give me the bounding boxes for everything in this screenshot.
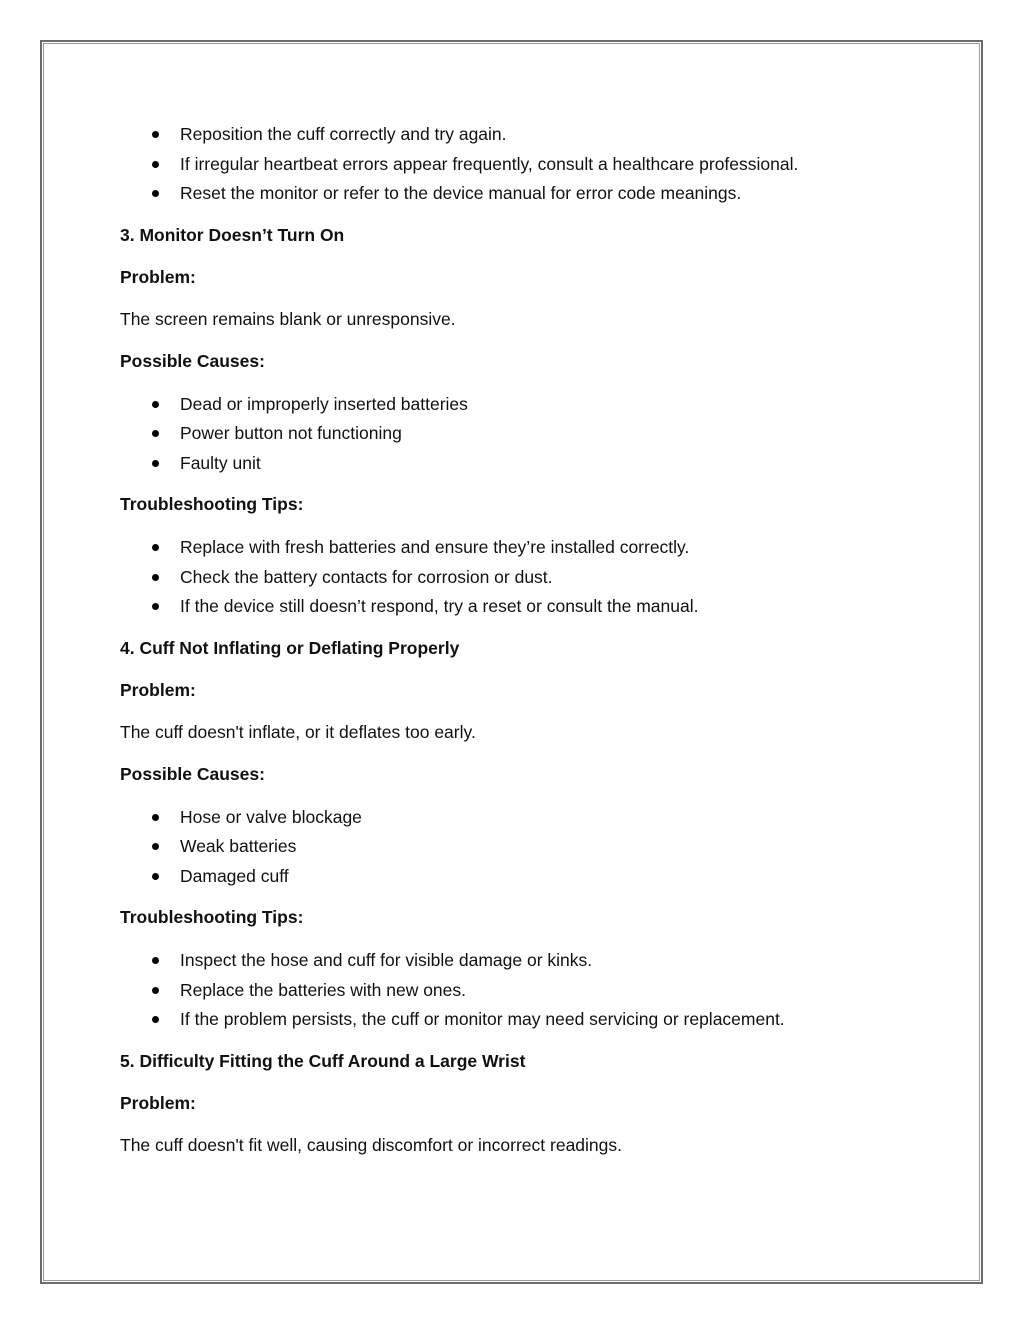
problem-label: Problem: bbox=[120, 266, 196, 287]
list-item: Weak batteries bbox=[120, 832, 920, 862]
list-item: Hose or valve blockage bbox=[120, 803, 920, 833]
list-item: Faulty unit bbox=[120, 449, 920, 479]
problem-label: Problem: bbox=[120, 1092, 196, 1113]
problem-label: Problem: bbox=[120, 679, 196, 700]
section-title: 3. Monitor Doesn’t Turn On bbox=[120, 224, 345, 245]
document-body bbox=[120, 120, 920, 1157]
list-item: Reset the monitor or refer to the device manual for error code meanings. bbox=[120, 179, 920, 209]
list-item: Dead or improperly inserted batteries bbox=[120, 390, 920, 420]
list-item: If the device still doesn’t respond, try a reset or consult the manual. bbox=[120, 592, 920, 622]
tips-label: Troubleshooting Tips: bbox=[120, 494, 304, 514]
list-item: Reposition the cuff correctly and try again. bbox=[120, 120, 920, 150]
problem-text: The cuff doesn't inflate, or it deflates too early. bbox=[120, 721, 476, 742]
tips-label: Troubleshooting Tips: bbox=[120, 907, 304, 927]
list-item: Damaged cuff bbox=[120, 862, 920, 892]
problem-text: The screen remains blank or unresponsive. bbox=[120, 308, 456, 329]
tips-list bbox=[120, 946, 920, 1035]
list-item: If the problem persists, the cuff or monitor may need servicing or replacement. bbox=[120, 1005, 920, 1035]
list-item: Inspect the hose and cuff for visible damage or kinks. bbox=[120, 946, 920, 976]
list-item: Replace with fresh batteries and ensure they’re installed correctly. bbox=[120, 533, 920, 563]
causes-list bbox=[120, 803, 920, 892]
problem-text: The cuff doesn't fit well, causing discomfort or incorrect readings. bbox=[120, 1134, 622, 1155]
section-title: 4. Cuff Not Inflating or Deflating Properly bbox=[120, 637, 460, 658]
causes-label: Possible Causes: bbox=[120, 350, 265, 371]
causes-label: Possible Causes: bbox=[120, 763, 265, 784]
list-item: Check the battery contacts for corrosion or dust. bbox=[120, 563, 920, 593]
section-title: 5. Difficulty Fitting the Cuff Around a Large Wrist bbox=[120, 1050, 526, 1071]
list-item: If irregular heartbeat errors appear frequently, consult a healthcare professional. bbox=[120, 150, 920, 180]
top-tips-list bbox=[120, 120, 920, 209]
causes-list bbox=[120, 390, 920, 479]
list-item: Power button not functioning bbox=[120, 419, 920, 449]
tips-list bbox=[120, 533, 920, 622]
list-item: Replace the batteries with new ones. bbox=[120, 976, 920, 1006]
